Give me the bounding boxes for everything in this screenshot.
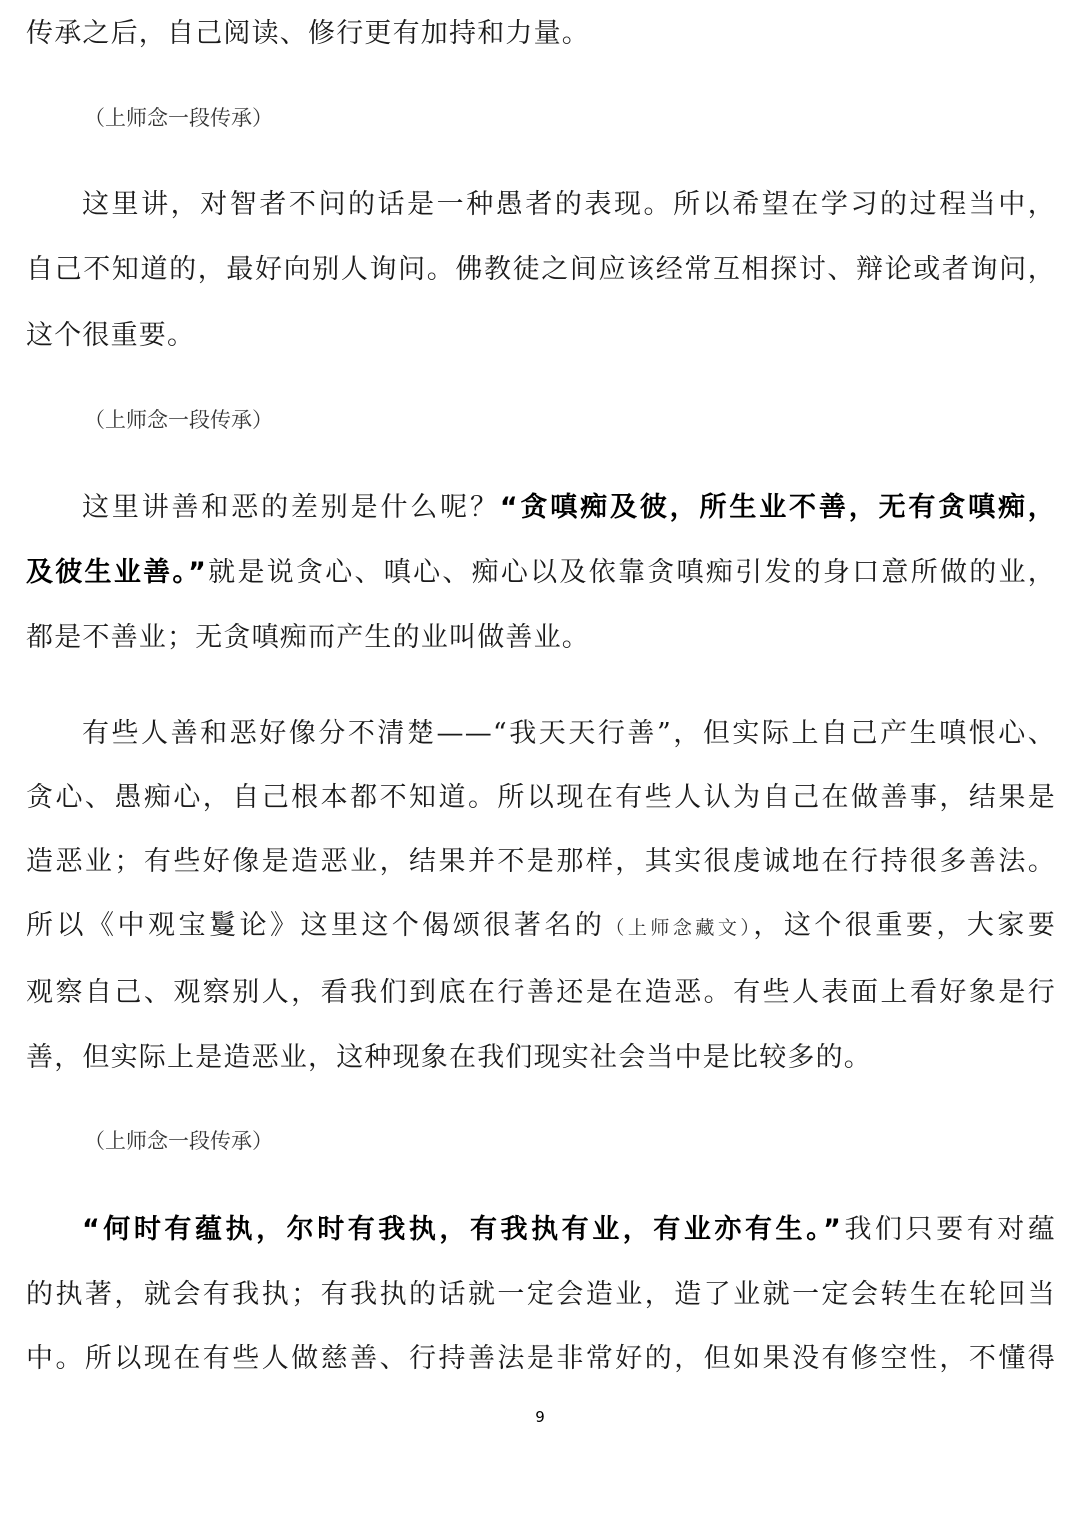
text-line: 有些人善和恶好像分不清楚——“我天天行善”，但实际上自己产生嗔恨心、 — [82, 718, 1056, 749]
text-line: 这里讲，对智者不问的话是一种愚者的表现。所以希望在学习的过程当中， — [82, 189, 1056, 220]
text-line: 这个很重要。 — [26, 320, 196, 351]
text-line: 自己不知道的，最好向别人询问。佛教徒之间应该经常互相探讨、辩论或者询问， — [26, 254, 1056, 285]
text-line: 贪心、愚痴心，自己根本都不知道。所以现在有些人认为自己在做善事，结果是 — [26, 782, 1056, 813]
text-line: 造恶业；有些好像是造恶业，结果并不是那样，其实很虔诚地在行持很多善法。 — [26, 846, 1056, 877]
recitation-note: （上师念藏文） — [605, 917, 754, 939]
verse-quote: “贪嗔痴及彼，所生业不善，无有贪嗔痴， — [499, 492, 1056, 523]
text-line: 观察自己、观察别人，看我们到底在行善还是在造恶。有些人表面上看好象是行 — [26, 977, 1056, 1008]
page-number: 9 — [535, 1408, 545, 1426]
text-line — [82, 1212, 1056, 1248]
text-line: 传承之后，自己阅读、修行更有加持和力量。 — [26, 18, 590, 49]
text-run: 这里讲善和恶的差别是什么呢？ — [82, 492, 500, 523]
transmission-note: （上师念一段传承） — [84, 1129, 273, 1153]
text-run: 我们只要有对蕴 — [842, 1214, 1056, 1245]
text-line: 善，但实际上是造恶业，这种现象在我们现实社会当中是比较多的。 — [26, 1042, 872, 1073]
text-run: 所以《中观宝鬘论》这里这个偈颂很著名的 — [26, 910, 606, 941]
text-line — [26, 908, 1056, 944]
text-line — [82, 490, 1056, 526]
text-line — [26, 555, 1056, 591]
verse-quote: “何时有蕴执，尔时有我执，有我执有业，有业亦有生。” — [82, 1214, 843, 1245]
text-line: 的执著，就会有我执；有我执的话就一定会造业，造了业就一定会转生在轮回当 — [26, 1279, 1056, 1310]
text-run: ，这个很重要，大家要 — [753, 910, 1056, 941]
text-run: 就是说贪心、嗔心、痴心以及依靠贪嗔痴引发的身口意所做的业， — [207, 557, 1056, 588]
transmission-note: （上师念一段传承） — [84, 408, 273, 432]
transmission-note: （上师念一段传承） — [84, 106, 273, 130]
verse-quote: 及彼生业善。” — [26, 557, 208, 588]
text-line: 都是不善业；无贪嗔痴而产生的业叫做善业。 — [26, 622, 590, 653]
text-line: 中。所以现在有些人做慈善、行持善法是非常好的，但如果没有修空性，不懂得 — [26, 1343, 1056, 1374]
